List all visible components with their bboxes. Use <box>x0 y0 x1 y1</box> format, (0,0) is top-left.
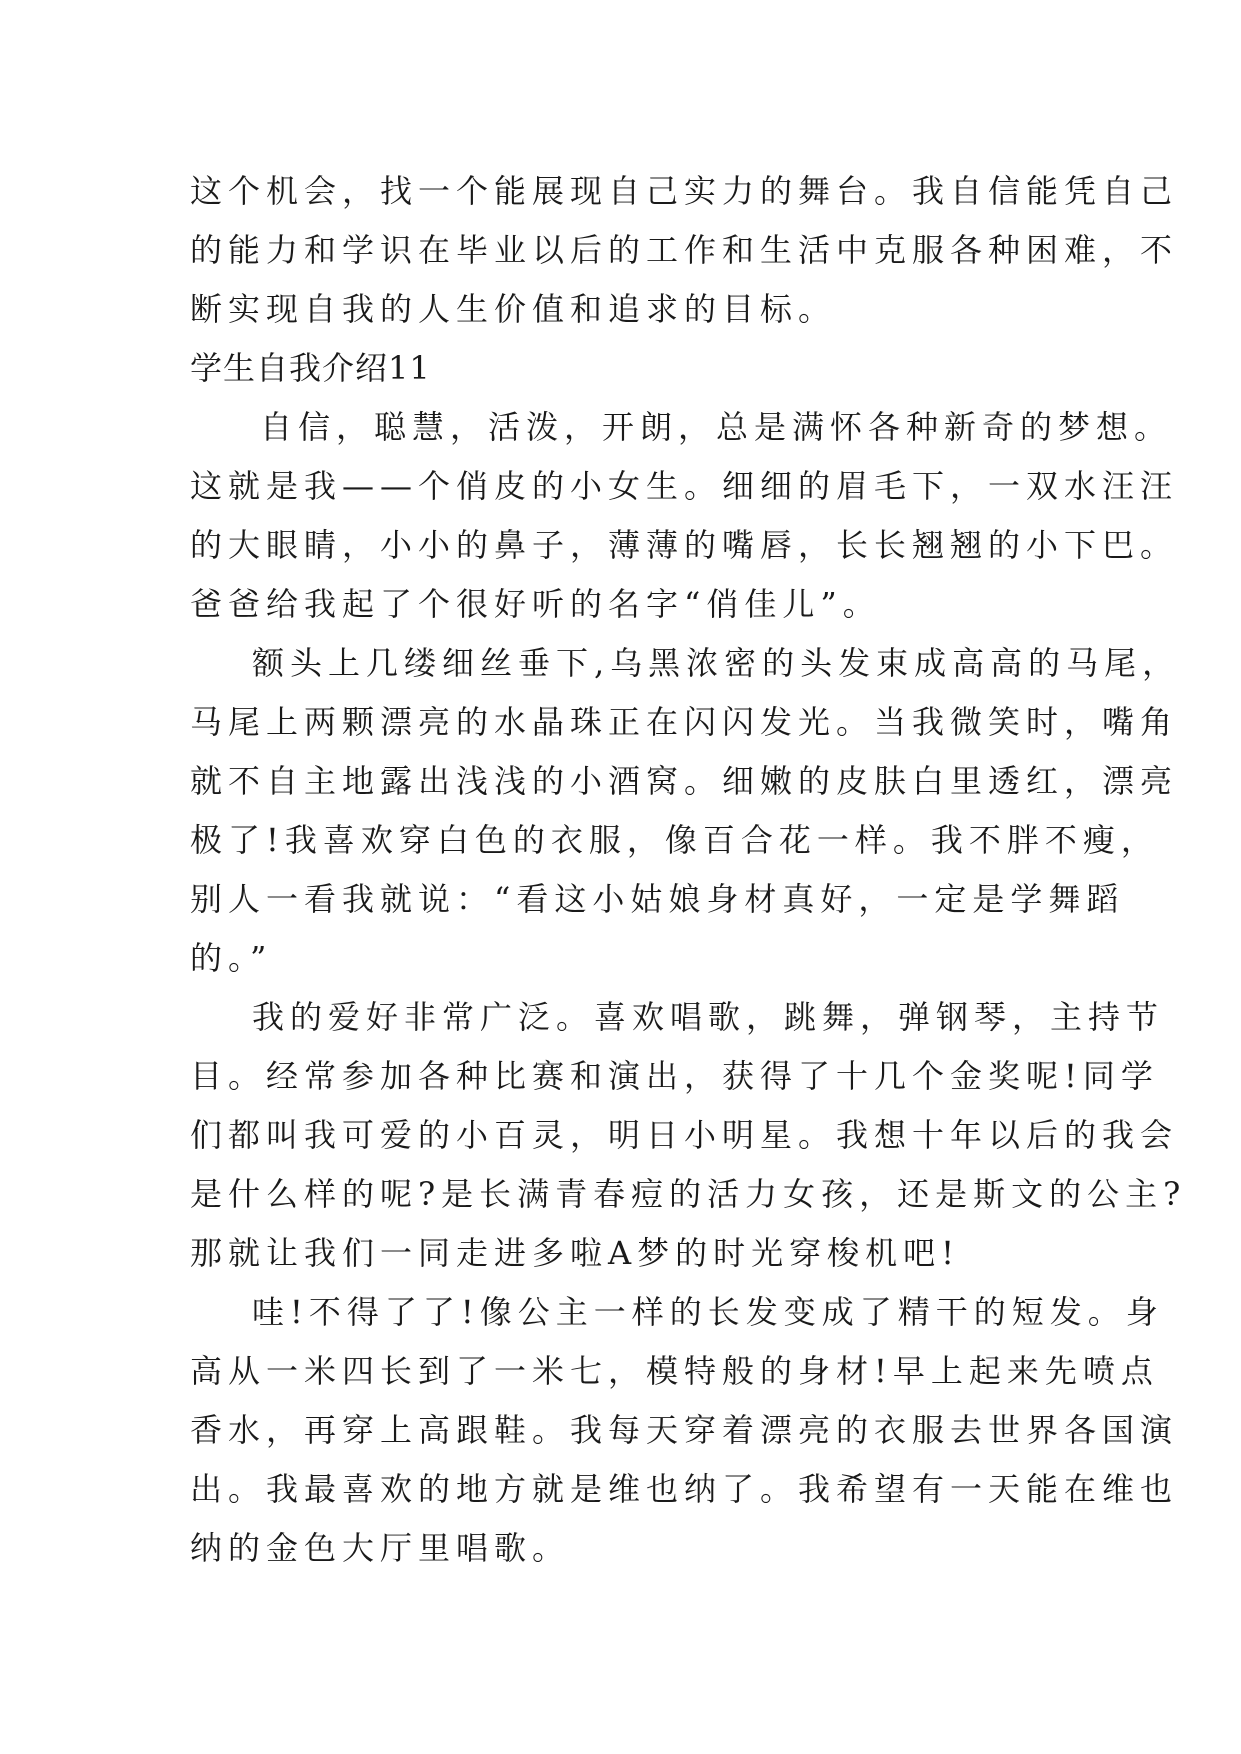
paragraph-first-line: 哇!不得了了!像公主一样的长发变成了精干的短发。身 <box>252 1293 1164 1331</box>
text-line: 目。经常参加各种比赛和演出，获得了十几个金奖呢!同学 <box>190 1057 1159 1095</box>
text-line: 们都叫我可爱的小百灵，明日小明星。我想十年以后的我会 <box>190 1116 1179 1154</box>
paragraph-first-line: 我的爱好非常广泛。喜欢唱歌，跳舞，弹钢琴，主持节 <box>252 998 1165 1036</box>
text-line: 高从一米四长到了一米七，模特般的身材!早上起来先喷点 <box>190 1352 1159 1390</box>
text-line: 别人一看我就说：“看这小姑娘身材真好，一定是学舞蹈 <box>190 880 1125 918</box>
text-line: 断实现自我的人生价值和追求的目标。 <box>190 290 837 328</box>
text-line: 香水，再穿上高跟鞋。我每天穿着漂亮的衣服去世界各国演 <box>190 1411 1179 1449</box>
text-line: 出。我最喜欢的地方就是维也纳了。我希望有一天能在维也 <box>190 1470 1179 1508</box>
paragraph-first-line: 额头上几缕细丝垂下,乌黑浓密的头发束成高高的马尾， <box>252 644 1181 682</box>
text-line: 纳的金色大厅里唱歌。 <box>190 1529 571 1567</box>
text-line: 马尾上两颗漂亮的水晶珠正在闪闪发光。当我微笑时，嘴角 <box>190 703 1179 741</box>
text-line: 的。” <box>190 939 273 977</box>
text-line: 就不自主地露出浅浅的小酒窝。细嫩的皮肤白里透红，漂亮 <box>190 762 1179 800</box>
text-line: 的能力和学识在毕业以后的工作和生活中克服各种困难，不 <box>190 231 1179 269</box>
section-heading: 学生自我介绍11 <box>190 349 431 387</box>
text-line: 那就让我们一同走进多啦A梦的时光穿梭机吧! <box>190 1234 960 1272</box>
text-line: 是什么样的呢?是长满青春痘的活力女孩，还是斯文的公主? <box>190 1175 1187 1213</box>
text-line: 的大眼睛，小小的鼻子，薄薄的嘴唇，长长翘翘的小下巴。 <box>190 526 1179 564</box>
text-line: 爸爸给我起了个很好听的名字“俏佳儿”。 <box>190 585 881 623</box>
text-line: 这就是我——个俏皮的小女生。细细的眉毛下，一双水汪汪 <box>190 467 1179 505</box>
paragraph-first-line: 自信，聪慧，活泼，开朗，总是满怀各种新奇的梦想。 <box>260 408 1173 446</box>
document-body <box>190 162 1187 1578</box>
text-line: 极了!我喜欢穿白色的衣服，像百合花一样。我不胖不瘦， <box>190 821 1159 859</box>
text-line: 这个机会，找一个能展现自己实力的舞台。我自信能凭自己 <box>190 172 1179 210</box>
